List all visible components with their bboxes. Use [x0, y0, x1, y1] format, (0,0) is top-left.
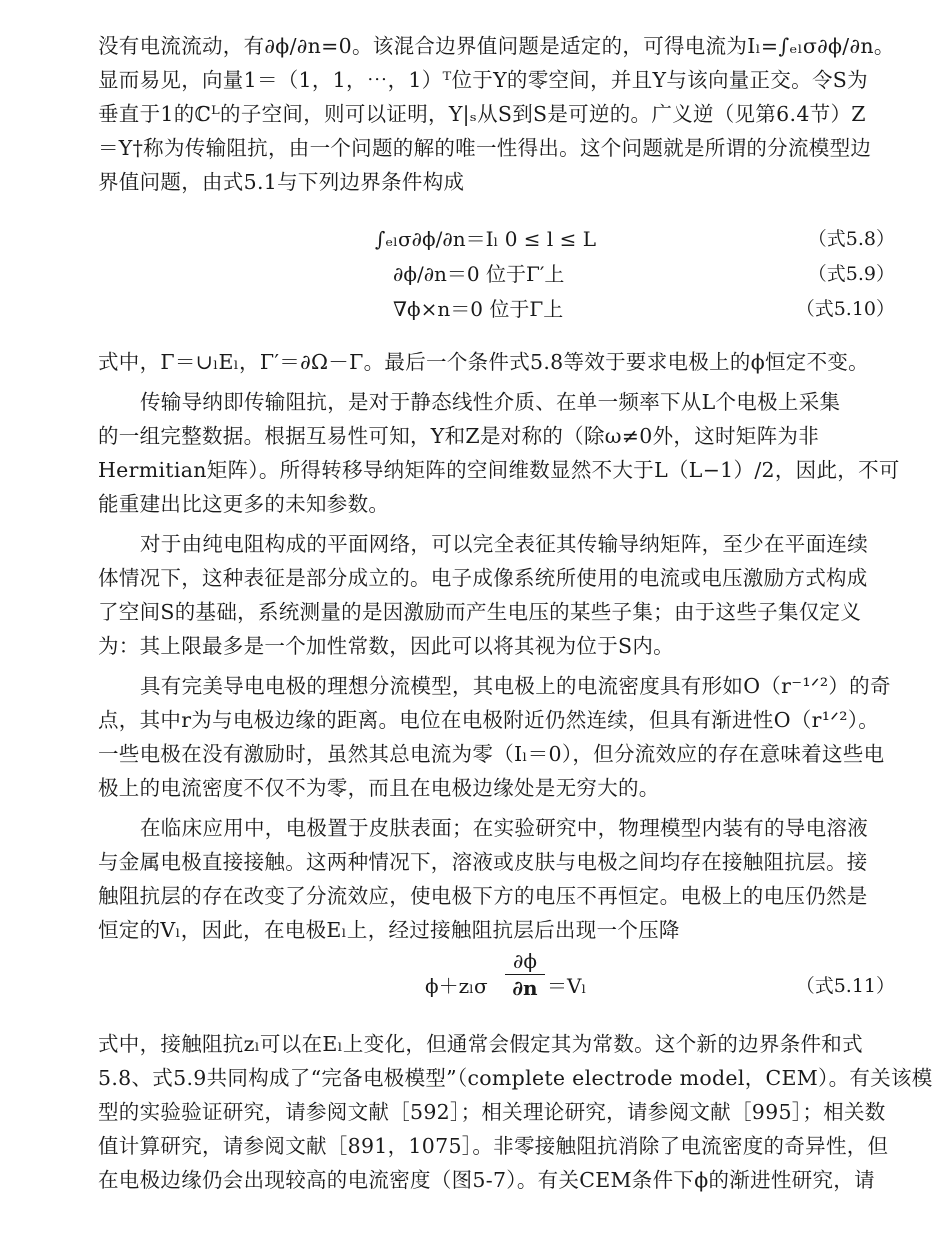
text-line: 点，其中r为与电极边缘的距离。电位在电极附近仍然连续，但具有渐进性O（r¹ᐟ²）。 [98, 708, 880, 732]
text-line: 极上的电流密度不仅不为零，而且在电极边缘处是无穷大的。 [98, 776, 660, 800]
text-line: 在电极边缘仍会出现较高的电流密度（图5-7）。有关CEM条件下ϕ的渐进性研究，请 [98, 1168, 875, 1192]
text-line: 能重建出比这更多的未知参数。 [98, 492, 390, 516]
text-line: 型的实验验证研究，请参阅文献［592］；相关理论研究，请参阅文献［995］；相关数 [98, 1100, 886, 1124]
fraction-denominator: ∂n [512, 976, 538, 1000]
equation-number: （式5.9） [807, 263, 895, 285]
fraction-numerator: ∂ϕ [513, 949, 537, 973]
text-line: 与金属电极直接接触。这两种情况下，溶液或皮肤与电极之间均存在接触阻抗层。接 [98, 850, 868, 874]
text-line: 垂直于1的ℂᴸ的子空间，则可以证明，Y|ₛ从S到S是可逆的。广义逆（见第6.4节）Z [98, 102, 866, 126]
text-line: 对于由纯电阻构成的平面网络，可以完全表征其传输导纳矩阵，至少在平面连续 [140, 532, 868, 556]
equation-5-11-fraction [505, 948, 545, 1001]
text-line: 在临床应用中，电极置于皮肤表面；在实验研究中，物理模型内装有的导电溶液 [140, 816, 868, 840]
equation-5-11-right: ＝Vₗ [547, 974, 587, 998]
text-line: 传输导纳即传输阻抗，是对于静态线性介质、在单一频率下从L个电极上采集 [140, 390, 841, 414]
equation-5-9: ∂ϕ/∂n＝0 位于Γ′上 [393, 262, 565, 286]
text-line: 体情况下，这种表征是部分成立的。电子成像系统所使用的电流或电压激励方式构成 [98, 566, 868, 590]
text-line: 5.8、式5.9共同构成了“完备电极模型”（complete electrode model，CEM）。有关该模 [98, 1066, 933, 1090]
text-line: 了空间S的基础，系统测量的是因激励而产生电压的某些子集；由于这些子集仅定义 [98, 600, 862, 624]
text-line: 没有电流流动，有∂ϕ/∂n=0。该混合边界值问题是适定的，可得电流为Iₗ=∫ₑₗσ∂ϕ/∂n。 [98, 34, 895, 58]
text-line: 显而易见，向量1＝（1，1，⋯，1）ᵀ位于Y的零空间，并且Y与该向量正交。令S为 [98, 68, 868, 92]
text-line: 式中，Γ＝∪ₗEₗ，Γ′＝∂Ω－Γ。最后一个条件式5.8等效于要求电极上的ϕ恒定不变。 [98, 350, 869, 374]
equation-number: （式5.8） [807, 228, 895, 250]
text-line: 值计算研究，请参阅文献［891，1075］。非零接触阻抗消除了电流密度的奇异性，但 [98, 1134, 889, 1158]
text-line: 一些电极在没有激励时，虽然其总电流为零（Iₗ＝0），但分流效应的存在意味着这些电 [98, 742, 885, 766]
text-line: 触阻抗层的存在改变了分流效应，使电极下方的电压不再恒定。电极上的电压仍然是 [98, 884, 868, 908]
text-line: 为：其上限最多是一个加性常数，因此可以将其视为位于S内。 [98, 634, 674, 658]
equation-5-8: ∫ₑₗσ∂ϕ/∂n＝Iₗ 0 ≤ l ≤ L [375, 227, 597, 251]
equation-number: （式5.10） [795, 298, 895, 320]
text-line: 界值问题，由式5.1与下列边界条件构成 [98, 170, 465, 194]
equation-5-11-left: ϕ＋zₗσ [425, 974, 488, 998]
text-line: 的一组完整数据。根据互易性可知，Y和Z是对称的（除ω≠0外，这时矩阵为非 [98, 424, 820, 448]
text-line: 恒定的Vₗ，因此，在电极Eₗ上，经过接触阻抗层后出现一个压降 [98, 918, 680, 942]
equation-number: （式5.11） [795, 975, 895, 997]
text-line: Hermitian矩阵）。所得转移导纳矩阵的空间维数显然不大于L（L−1）/2，因此，不可 [98, 458, 900, 482]
text-line: 式中，接触阻抗zₗ可以在Eₗ上变化，但通常会假定其为常数。这个新的边界条件和式 [98, 1032, 863, 1056]
text-line: ＝Y†称为传输阻抗，由一个问题的解的唯一性得出。这个问题就是所谓的分流模型边 [98, 136, 872, 160]
text-line: 具有完美导电电极的理想分流模型，其电极上的电流密度具有形如O（r⁻¹ᐟ²）的奇 [140, 674, 891, 698]
equation-5-10: ∇ϕ×n＝0 位于Γ上 [393, 297, 564, 321]
